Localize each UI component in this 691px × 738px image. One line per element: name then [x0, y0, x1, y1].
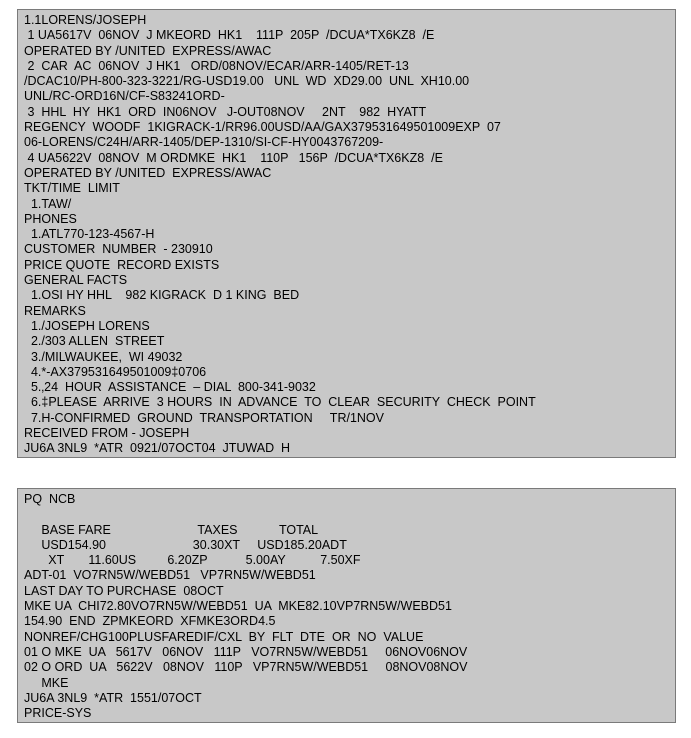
- pnr-panel-line: TKT/TIME LIMIT: [24, 181, 120, 196]
- pnr-panel-line: 1.OSI HY HHL 982 KIGRACK D 1 KING BED: [24, 288, 300, 303]
- pnr-panel-line: OPERATED BY /UNITED EXPRESS/AWAC: [24, 43, 272, 58]
- pnr-panel-line: 7.H-CONFIRMED GROUND TRANSPORTATION TR/1NOV: [24, 410, 384, 425]
- pnr-panel-line: 3 HHL HY HK1 ORD IN06NOV J-OUT08NOV 2NT 982 HYATT: [24, 104, 427, 119]
- pnr-panel-line: GENERAL FACTS: [24, 273, 128, 288]
- pnr-panel-line: 3./MILWAUKEE, WI 49032: [24, 349, 183, 364]
- pq-panel-line: NONREF/CHG100PLUSFAREDIF/CXL BY FLT DTE OR NO VALUE: [24, 629, 424, 644]
- pnr-panel-line: PRICE QUOTE RECORD EXISTS: [24, 257, 220, 272]
- pnr-panel-line: 5.‚24 HOUR ASSISTANCE – DIAL 800-341-9032: [24, 380, 316, 395]
- pq-panel-line: JU6A 3NL9 *ATR 1551/07OCT: [24, 690, 202, 705]
- pq-panel-line: BASE FARE TAXES TOTAL: [24, 522, 319, 537]
- pnr-panel-line: UNL/RC-ORD16N/CF-S83241ORD-: [24, 89, 225, 104]
- pnr-panel-line: 1.ATL770-123-4567-H: [24, 227, 155, 242]
- pq-panel-line: 02 O ORD UA 5622V 08NOV 110P VP7RN5W/WEBD51 08NOV08NOV: [24, 660, 468, 675]
- pnr-panel-line: RECEIVED FROM - JOSEPH: [24, 426, 190, 441]
- pnr-panel-line: 6.‡PLEASE ARRIVE 3 HOURS IN ADVANCE TO CLEAR SECURITY CHECK POINT: [24, 395, 536, 410]
- pnr-panel-line: PHONES: [24, 211, 77, 226]
- pq-panel-line: MKE UA CHI72.80VO7RN5W/WEBD51 UA MKE82.10VP7RN5W/WEBD51: [24, 599, 452, 614]
- pq-panel-line: 01 O MKE UA 5617V 06NOV 111P VO7RN5W/WEBD51 06NOV06NOV: [24, 644, 468, 659]
- pq-panel-line: USD154.90 30.30XT USD185.20ADT: [24, 537, 347, 552]
- pnr-panel-line: JU6A 3NL9 *ATR 0921/07OCT04 JTUWAD H: [24, 441, 291, 456]
- pnr-panel-line: OPERATED BY /UNITED EXPRESS/AWAC: [24, 165, 272, 180]
- pq-panel-line: PQ NCB: [24, 492, 76, 506]
- pnr-panel-line: 1./JOSEPH LORENS: [24, 318, 150, 333]
- pnr-panel-line: 1.1LORENS/JOSEPH: [24, 13, 147, 27]
- pnr-panel-line: 1 UA5617V 06NOV J MKEORD HK1 111P 205P /DCUA*TX6KZ8 /E: [24, 28, 435, 43]
- pq-panel-line: [24, 507, 669, 522]
- pnr-panel-line: 2 CAR AC 06NOV J HK1 ORD/08NOV/ECAR/ARR-1405/RET-13: [24, 58, 409, 73]
- pnr-panel-line: 2./303 ALLEN STREET: [24, 334, 165, 349]
- pnr-panel-line: 4.*-AX379531649501009‡0706: [24, 364, 207, 379]
- pnr-panel-line: REMARKS: [24, 303, 86, 318]
- pnr-panel-line: REGENCY WOODF 1KIGRACK-1/RR96.00USD/AA/GAX379531649501009EXP 07: [24, 120, 501, 135]
- pnr-record-panel: [17, 9, 676, 458]
- pq-panel-line: XT 11.60US 6.20ZP 5.00AY 7.50XF: [24, 553, 361, 568]
- pnr-panel-line: CUSTOMER NUMBER - 230910: [24, 242, 213, 257]
- pnr-panel-line: 1.TAW/: [24, 196, 72, 211]
- price-quote-panel: [17, 488, 676, 723]
- pnr-panel-line: /DCAC10/PH-800-323-3221/RG-USD19.00 UNL WD XD29.00 UNL XH10.00: [24, 74, 470, 89]
- pq-panel-line: ADT-01 VO7RN5W/WEBD51 VP7RN5W/WEBD51: [24, 568, 316, 583]
- pq-panel-line: MKE: [24, 675, 69, 690]
- pq-panel-line: 154.90 END ZPMKEORD XFMKE3ORD4.5: [24, 614, 276, 629]
- pq-panel-line: LAST DAY TO PURCHASE 08OCT: [24, 583, 224, 598]
- pnr-panel-line: 06-LORENS/C24H/ARR-1405/DEP-1310/SI-CF-HY0043767209-: [24, 135, 384, 150]
- pq-panel-line: PRICE-SYS: [24, 706, 92, 721]
- pnr-panel-line: 4 UA5622V 08NOV M ORDMKE HK1 110P 156P /DCUA*TX6KZ8 /E: [24, 150, 443, 165]
